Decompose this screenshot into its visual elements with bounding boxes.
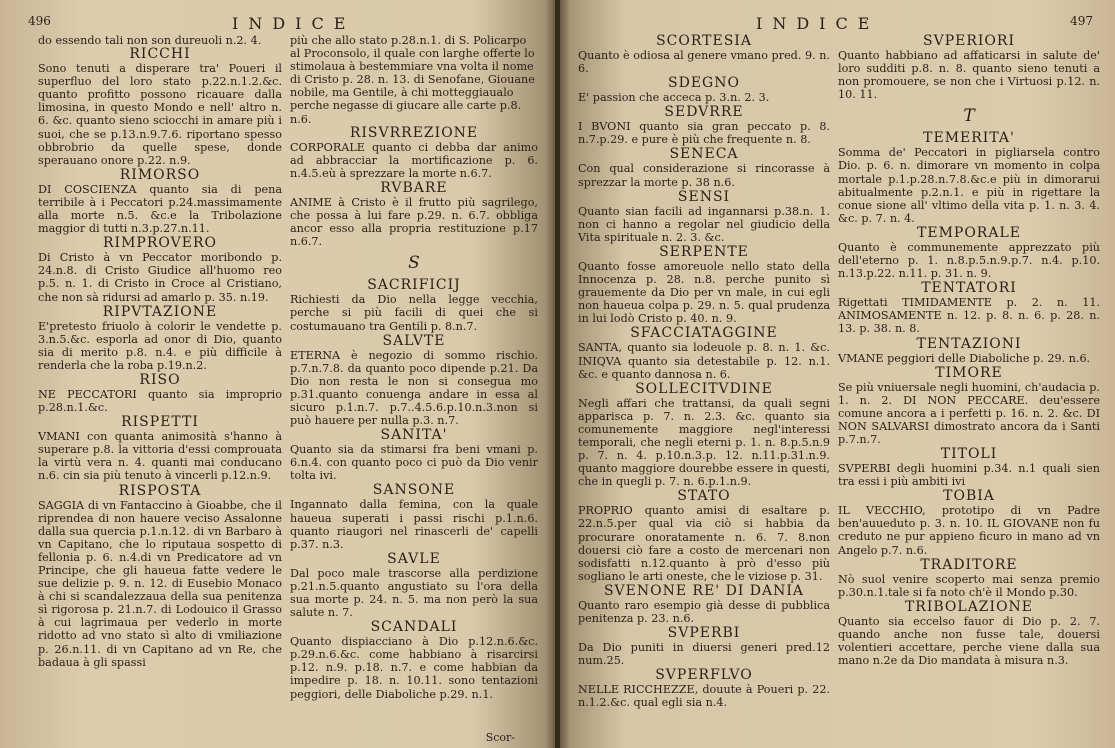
- entry-heading: SFACCIATAGGINE: [630, 325, 778, 342]
- entry-text: Quanto dispiacciano à Dio p.12.n.6.&c. p.29.n.6.&c. come habbiano à risarcirsi p.12. n.9. p.18. n.7. e come habbian da impedire p. 18. n. 10.11. sono tentazioni peggiori, delle Diaboliche p.29. n.1.: [290, 635, 538, 701]
- index-entry: [290, 334, 538, 428]
- index-entry: [38, 47, 282, 167]
- entry-text: Quanto sian facili ad ingannarsi p.38.n. 1. non ci hanno a regolar nel giudicio della Vita spirituale n. 2. 3. &c.: [578, 204, 830, 244]
- entry-heading: SCORTESIA: [656, 33, 752, 49]
- entry-heading: SCANDALI: [370, 619, 458, 636]
- entry-heading: SVENONE RE' DI DANIA: [603, 582, 805, 599]
- continuation-text: più che allo stato p.28.n.1. di S. Policarpo al Proconsolo, il quale con larghe offerte lo stimolaua à bestemmiare vna volta il nome di Cristo p. 28. n. 13. di Senofane, Giouane nobile, ma Gentile, à chi motteggiaualo perche negasse di giucare alle carte p.8. n.6.: [290, 34, 535, 126]
- entry-text: Quanto è odiosa al genere vmano pred. 9. n. 6.: [578, 49, 830, 76]
- entry-heading: RISPETTI: [121, 414, 199, 431]
- entry-text: VMANE peggiori delle Diaboliche p. 29. n.6.: [838, 351, 1091, 365]
- entry-heading: TENTATORI: [921, 280, 1017, 297]
- entry-text: Con qual considerazione si rincorasse à sprezzar la morte p. 38 n.6.: [578, 162, 830, 189]
- entry-heading: TRADITORE: [920, 556, 1018, 573]
- entry-heading: SERPENTE: [659, 243, 749, 260]
- entry-text: Da Dio puniti in diuersi generi pred.12 num.25.: [578, 641, 830, 668]
- index-entry: [290, 620, 538, 700]
- entry-heading: TOBIA: [943, 488, 995, 505]
- entry-heading: SVPERFLVO: [655, 667, 753, 684]
- entry-text: Quanto raro esempio già desse di pubblica penitenza p. 23. n.6.: [578, 598, 830, 625]
- entry-text: Negli affari che trattansi, da quali segni apparisca p. 7. n. 2.3. &c. quanto sia comunemente maggiore negl'interessi temporali, che negli eterni p. 1. n. 8.p.5.n.9 p. 7. n. 4. p.10.n.3.p. 12. n.11.p.31.n.9. quanto maggiore dourebbe essere in questi, che in quegli p. 7. n. 6.p.1.n.9.: [578, 396, 830, 489]
- index-entry: [38, 484, 282, 669]
- entry-text: Somma de' Peccatori in pigliarsela contro Dio. p. 6. n. dimorare vn momento in colpa mortale p.1.p.28.n.7.8.&c.e più in dimorarui abitualmente p.2.n.1. e più in rigettare la conue sione all' vltimo della vita p. 1. n. 3. 4. &c. p. 7. n. 4.: [838, 146, 1100, 225]
- entry-text: Quanto sia da stimarsi fra beni vmani p. 6.n.4. con quanto poco ci può da Dio venir tolta ivi.: [290, 443, 538, 483]
- index-entry: [578, 326, 830, 380]
- entry-text: E'pretesto friuolo à colorir le vendette p. 3.n.5.&c. esporla ad onor di Dio, quanto sia di merito p.8. n.4. e più difficile à renderla che la roba p.19.n.2.: [38, 319, 282, 372]
- section-letter: S: [408, 253, 420, 274]
- index-entry: [838, 337, 1100, 365]
- index-column: [578, 34, 830, 710]
- catchword: Scor-: [485, 731, 515, 744]
- running-head: INDICE: [232, 14, 356, 33]
- entry-heading: RIPVTAZIONE: [102, 303, 218, 320]
- continuation-text: do essendo tali non son dureuoli n.2. 4.: [38, 34, 262, 47]
- page-number: 496: [28, 14, 51, 28]
- index-entry: [578, 147, 830, 188]
- entry-text: Di Cristo à vn Peccator moribondo p. 24.n.8. di Cristo Giudice all'huomo reo p.5. n. 1. di Cristo in Croce al Cristiano, che non sà ridursi ad amarlo p. 35. n.19.: [38, 251, 282, 304]
- entry-heading: SVPERIORI: [923, 33, 1015, 49]
- entry-heading: SVPERBI: [667, 625, 741, 642]
- entry-heading: SDEGNO: [668, 75, 740, 92]
- page-number: 497: [1070, 14, 1093, 28]
- index-entry: [838, 447, 1100, 488]
- entry-text: Dal poco male trascorse alla perdizione p.21.n.5.quanto angustiato su l'ora della sua morte p. 24. n. 5. ma non però la sua salute n. 7.: [290, 566, 538, 620]
- entry-heading: RIMORSO: [119, 166, 201, 183]
- entry-text: Quanto fosse amoreuole nello stato della Innocenza p. 28. n.8. perche punito sì grauemente da Dio per vn male, in cui egli non haueua colpa p. 29. n. 5. qual prudenza in lui lodò Cristo p. 40. n. 9.: [578, 259, 830, 326]
- index-entry: [38, 236, 282, 303]
- entry-text: Rigettati TIMIDAMENTE p. 2. n. 11. ANIMOSAMENTE n. 12. p. 8. n. 6. p. 28. n. 13. p. 38. n. 8.: [838, 296, 1100, 336]
- index-entry: [838, 131, 1100, 225]
- running-head: INDICE: [756, 14, 880, 33]
- index-entry: [578, 584, 830, 625]
- entry-heading: SALVTE: [382, 332, 446, 349]
- entry-heading: STATO: [677, 488, 731, 505]
- index-entry: [578, 245, 830, 325]
- entry-heading: TIMORE: [935, 364, 1003, 381]
- index-entry: [290, 126, 538, 180]
- entry-text: ETERNA è negozio di sommo rischio. p.7.n.7.8. da quanto poco dipende p.21. Da Dio non resta le non si consegua mo p.31.quanto conuenga andare in essa al sicuro p.1.n.7. p.7..4.5.6.p.10.n.3.non si può hauere per nulla p.3. n.7.: [290, 348, 538, 428]
- entry-text: SAGGIA di vn Fantaccino à Gioabbe, che il riprendea di non hauere veciso Assalonne dalla sua quercia p.1.n.12. di vn Barbaro à vn Capitano, che lo riputaua sospetto di fellonia p. 6. n.4.di vn Predicatore ad vn Principe, che gli haueua fatte vedere le sue delizie p. 9. n. 12. di Eusebio Monaco à chi si scandalezzaua della sua penitenza sì rigorosa p. 21.n.7. di Lodouico il Grasso à cui lagrimaua per vederlo in morte ridotto ad vno stato sì alto di vmiliazione p. 26.n.11. di vn Capitano ad vn Re, che badaua à gli spassi: [38, 498, 282, 669]
- entry-text: VMANI con quanta animosità s'hanno à superare p.8. la vittoria d'essi comprouata la virtù vera n. 4. quanti mai conducano n.6. cin sia più tenuto à vincerli p.12.n.9.: [38, 430, 282, 483]
- index-entry: [838, 489, 1100, 556]
- entry-text: Quanto habbiano ad affaticarsi in salute de' loro sudditi p.8. n. 8. quanto sieno tenuti a non promouere, se non che i Virtuosi p.12. n. 10. 11.: [838, 49, 1100, 102]
- entry-heading: SOLLECITVDINE: [635, 380, 773, 397]
- index-entry: [38, 168, 282, 235]
- entry-heading: TEMERITA': [923, 130, 1015, 147]
- entry-heading: TEMPORALE: [917, 224, 1021, 241]
- entry-heading: TRIBOLAZIONE: [904, 598, 1034, 615]
- index-entry: [578, 668, 830, 709]
- index-entry: [578, 190, 830, 244]
- section-letter: T: [963, 106, 975, 127]
- entry-heading: RIMPROVERO: [103, 235, 217, 252]
- entry-heading: SENSI: [677, 188, 731, 205]
- entry-heading: SEDVRRE: [664, 104, 744, 121]
- entry-text: Sono tenuti a disperare tra' Poueri il superfluo del loro stato p.22.n.1.2.&c. quanto profitto possono ricauare dalla limosina, in questo Mondo e nell' altro n. 6. &c. quanto sieno sciocchi in amare più i suoi, che se p.13.n.9.7.6. riportano spesso obbrobrio da quelle spese, donde sperauano onore p.22. n.9.: [38, 62, 282, 167]
- entry-text: Quanto sia eccelso fauor di Dio p. 2. 7. quando anche non fusse tale, douersi volentieri accettare, perche viene dalla sua mano n.2e da Dio mandata à misura n.3.: [838, 614, 1100, 668]
- index-entry: [290, 428, 538, 482]
- entry-text: CORPORALE quanto ci debba dar animo ad abbracciar la mortificazione p. 6. n.4.5.eù à sprezzare la morte n.6.7.: [290, 140, 538, 180]
- entry-heading: RISO: [139, 371, 181, 388]
- entry-text: I BVONI quanto sia gran peccato p. 8. n.7.p.29. e pure è più che frequente n. 8.: [578, 120, 830, 147]
- entry-text: IL VECCHIO, prototipo di vn Padre ben'auueduto p. 3. n. 10. IL GIOVANE non fu creduto ne pur appieno ficuro in mano ad vn Angelo p.7. n.6.: [838, 504, 1100, 557]
- index-entry: [578, 382, 830, 489]
- entry-heading: TITOLI: [940, 446, 998, 463]
- index-column: [290, 34, 538, 702]
- entry-text: Ingannato dalla femina, con la quale haueua superati i passi rischi p.1.n.6. quanto riaugori nel rinascerli de' capelli p.37. n.3.: [290, 498, 538, 551]
- entry-heading: RVBARE: [380, 179, 448, 196]
- index-entry: [578, 76, 830, 104]
- index-entry: [578, 34, 830, 75]
- entry-text: Richiesti da Dio nella legge vecchia, perche si più facili di quei che si costumauano tra Gentili p. 8.n.7.: [290, 293, 538, 333]
- entry-heading: RISPOSTA: [118, 482, 202, 499]
- index-entry: [838, 34, 1100, 101]
- entry-text: NE PECCATORI quanto sia improprio p.28.n.1.&c.: [38, 387, 282, 415]
- entry-heading: TENTAZIONI: [916, 335, 1022, 352]
- index-entry: [578, 489, 830, 583]
- index-entry: [838, 600, 1100, 667]
- entry-heading: SACRIFICIJ: [367, 277, 461, 294]
- index-entry: [38, 373, 282, 414]
- entry-text: ANIME à Cristo è il frutto più sagrilego, che possa à lui fare p.29. n. 6.7. obbliga ancor esso alla propria restituzione p.17 n.6.7.: [290, 195, 538, 249]
- entry-heading: SANITA': [380, 427, 448, 444]
- index-entry: [290, 278, 538, 332]
- entry-text: SANTA, quanto sia lodeuole p. 8. n. 1. &c. INIQVA quanto sia detestabile p. 12. n.1. &c. e quanto dannosa n. 6.: [578, 341, 830, 381]
- index-entry: [290, 181, 538, 248]
- entry-text: DI COSCIENZA quanto sia di pena terribile à i Peccatori p.24.massimamente alla morte n.5. &c.e la Tribolazione maggior di tutti n.3.p.27.n.11.: [38, 182, 282, 236]
- index-entry: [578, 626, 830, 667]
- entry-text: PROPRIO quanto amisi di esaltare p. 22.n.5.per qual via ciò si habbia da procurare onoratamente n. 6. 7. 8.non douersi ciò fare a costo de mercenari non sodisfatti n.12.quanto à prò d'esso più sogliano le arti oneste, che le viziose p. 31.: [578, 504, 830, 583]
- index-entry: [838, 281, 1100, 335]
- index-entry: [838, 558, 1100, 599]
- entry-text: Nò suol venire scoperto mai senza premio p.30.n.1.tale si fa noto ch'è il Mondo p.30.: [838, 572, 1100, 599]
- book-gutter: [545, 0, 570, 748]
- entry-text: NELLE RICCHEZZE, douute à Poueri p. 22. n.1.2.&c. qual egli sia n.4.: [578, 683, 830, 710]
- index-entry: [290, 483, 538, 550]
- entry-heading: RISVRREZIONE: [349, 124, 479, 141]
- entry-text: Se più vniuersale negli huomini, ch'audacia p. 1. n. 2. DI NON PECCARE. deu'essere comune ancora a i perfetti p. 16. n. 2. &c. DI NON SALVARSI dimostrato ancora da i Santi p.7.n.7.: [838, 380, 1100, 446]
- left-page: [0, 0, 555, 748]
- index-column: [838, 34, 1100, 668]
- index-column: [38, 34, 282, 670]
- index-entry: [38, 415, 282, 482]
- index-entry: [838, 226, 1100, 280]
- entry-heading: SENECA: [669, 146, 739, 163]
- index-entry: [290, 552, 538, 619]
- index-entry: [838, 366, 1100, 446]
- right-page: [560, 0, 1115, 748]
- entry-heading: RICCHI: [129, 46, 191, 63]
- entry-text: SVPERBI degli huomini p.34. n.1 quali sien tra essi i più ambiti ivi: [838, 462, 1100, 489]
- index-entry: [38, 305, 282, 372]
- index-entry: [578, 105, 830, 146]
- entry-text: Quanto è communemente apprezzato più dell'eterno p. 1. n.8.p.5.n.9.p.7. n.4. p.10. n.13.p.22. n.11. p. 31. n. 9.: [838, 240, 1100, 281]
- entry-heading: SAVLE: [387, 550, 441, 567]
- entry-text: E' passion che acceca p. 3.n. 2. 3.: [578, 91, 770, 105]
- entry-heading: SANSONE: [372, 482, 456, 499]
